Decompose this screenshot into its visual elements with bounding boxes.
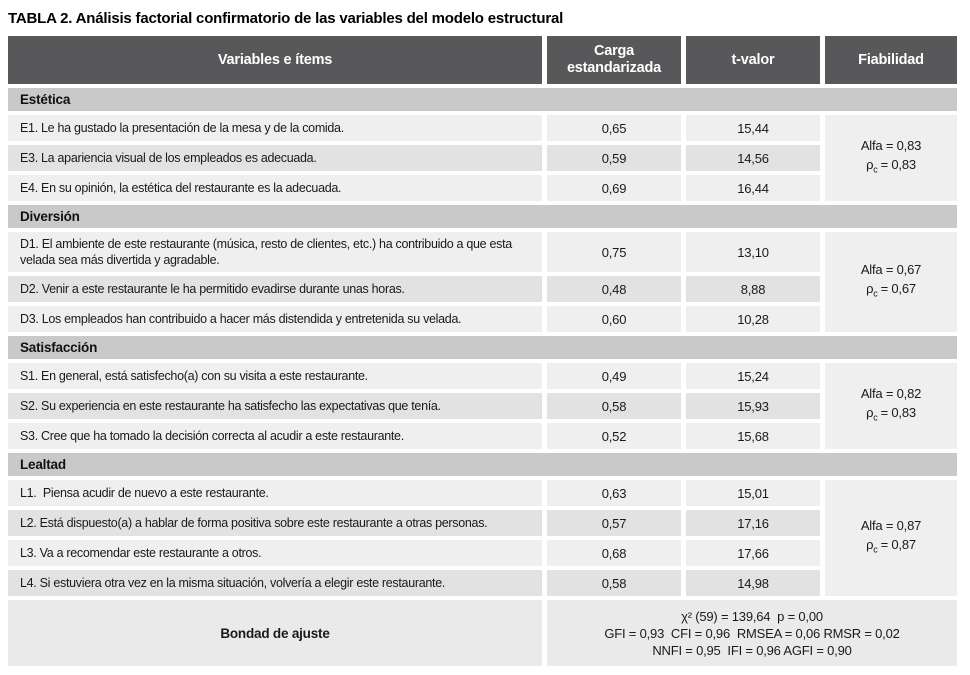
table-row — [8, 393, 957, 419]
fiabilidad-cell-diversion — [825, 232, 957, 332]
section-header-diversion: Diversión — [8, 205, 957, 228]
section-header-satisfaccion: Satisfacción — [8, 336, 957, 359]
header-row — [8, 36, 957, 84]
rho-value-estetica: $\rho_c = 0,83$ — [866, 157, 916, 175]
fiabilidad-cell-estetica — [825, 115, 957, 201]
table-row — [8, 510, 957, 536]
item-label-l4: L4. Si estuviera otra vez en la misma situación, volvería a elegir este restaurante. — [8, 570, 542, 596]
alfa-value-satisfaccion: Alfa = 0,82 — [860, 386, 922, 402]
alfa-value-diversion: Alfa = 0,67 — [860, 262, 922, 278]
item-label-d2: D2. Venir a este restaurante le ha permitido evadirse durante unas horas. — [8, 276, 542, 302]
cfa-table — [3, 32, 962, 670]
rho-value-satisfaccion: $\rho_c = 0,83$ — [866, 405, 916, 423]
tvalor-value-e3: 14,56 — [686, 145, 820, 171]
carga-value-d3: 0,60 — [547, 306, 681, 332]
section-row-satisfaccion — [8, 336, 957, 359]
fiabilidad-cell-satisfaccion — [825, 363, 957, 449]
section-row-lealtad — [8, 453, 957, 476]
section-row-diversion — [8, 205, 957, 228]
tvalor-value-s2: 15,93 — [686, 393, 820, 419]
tvalor-value-d1: 13,10 — [686, 232, 820, 272]
fit-stat-line-2: GFI = 0,93 CFI = 0,96 RMSEA = 0,06 RMSR = 0,02 — [604, 625, 900, 641]
rho-value-lealtad: $\rho_c = 0,87$ — [866, 537, 916, 555]
carga-value-l2: 0,57 — [547, 510, 681, 536]
table-row — [8, 570, 957, 596]
tvalor-value-l1: 15,01 — [686, 480, 820, 506]
tvalor-value-d2: 8,88 — [686, 276, 820, 302]
item-label-d1: D1. El ambiente de este restaurante (música, resto de clientes, etc.) ha contribuido a que esta velada sea más divertida y agradable. — [8, 232, 542, 272]
alfa-value-estetica: Alfa = 0,83 — [860, 138, 922, 154]
carga-value-d2: 0,48 — [547, 276, 681, 302]
carga-value-s3: 0,52 — [547, 423, 681, 449]
item-label-s3: S3. Cree que ha tomado la decisión correcta al acudir a este restaurante. — [8, 423, 542, 449]
section-row-estetica — [8, 88, 957, 111]
table-row — [8, 145, 957, 171]
carga-value-e1: 0,65 — [547, 115, 681, 141]
table-row — [8, 115, 957, 141]
carga-value-s2: 0,58 — [547, 393, 681, 419]
carga-value-s1: 0,49 — [547, 363, 681, 389]
goodness-of-fit-label: Bondad de ajuste — [8, 600, 542, 666]
table-row — [8, 175, 957, 201]
item-label-d3: D3. Los empleados han contribuido a hacer más distendida y entretenida su velada. — [8, 306, 542, 332]
table-row — [8, 276, 957, 302]
col-header-tvalor: t-valor — [686, 36, 820, 84]
tvalor-value-l2: 17,16 — [686, 510, 820, 536]
item-label-l2: L2. Está dispuesto(a) a hablar de forma positiva sobre este restaurante a otras personas. — [8, 510, 542, 536]
table-row — [8, 363, 957, 389]
carga-value-l1: 0,63 — [547, 480, 681, 506]
table-row — [8, 540, 957, 566]
table-title: TABLA 2. Análisis factorial confirmatorio de las variables del modelo estructural — [8, 10, 564, 27]
fit-stat-line-3: NNFI = 0,95 IFI = 0,96 AGFI = 0,90 — [652, 642, 852, 658]
tvalor-value-l3: 17,66 — [686, 540, 820, 566]
rho-value-diversion: $\rho_c = 0,67$ — [866, 281, 916, 299]
tvalor-value-s1: 15,24 — [686, 363, 820, 389]
carga-value-e3: 0,59 — [547, 145, 681, 171]
item-label-l1: L1. Piensa acudir de nuevo a este restaurante. — [8, 480, 542, 506]
item-label-s1: S1. En general, está satisfecho(a) con su visita a este restaurante. — [8, 363, 542, 389]
table-row — [8, 480, 957, 506]
goodness-of-fit-stats — [547, 600, 957, 666]
col-header-fiabilidad: Fiabilidad — [825, 36, 957, 84]
carga-value-e4: 0,69 — [547, 175, 681, 201]
tvalor-value-l4: 14,98 — [686, 570, 820, 596]
footer-row — [8, 600, 957, 666]
item-label-l3: L3. Va a recomendar este restaurante a otros. — [8, 540, 542, 566]
tvalor-value-e4: 16,44 — [686, 175, 820, 201]
section-header-estetica: Estética — [8, 88, 957, 111]
table-row — [8, 232, 957, 272]
table-row — [8, 423, 957, 449]
tvalor-value-s3: 15,68 — [686, 423, 820, 449]
item-label-e3: E3. La apariencia visual de los empleados es adecuada. — [8, 145, 542, 171]
col-header-variables: Variables e ítems — [8, 36, 542, 84]
tvalor-value-d3: 10,28 — [686, 306, 820, 332]
carga-value-d1: 0,75 — [547, 232, 681, 272]
carga-value-l4: 0,58 — [547, 570, 681, 596]
tvalor-value-e1: 15,44 — [686, 115, 820, 141]
col-header-carga: Carga estandarizada — [547, 36, 681, 84]
item-label-s2: S2. Su experiencia en este restaurante ha satisfecho las expectativas que tenía. — [8, 393, 542, 419]
item-label-e1: E1. Le ha gustado la presentación de la mesa y de la comida. — [8, 115, 542, 141]
alfa-value-lealtad: Alfa = 0,87 — [860, 518, 922, 534]
fit-stat-line-1: χ² (59) = 139,64 p = 0,00 — [681, 608, 823, 624]
table-row — [8, 306, 957, 332]
fiabilidad-cell-lealtad — [825, 480, 957, 596]
item-label-e4: E4. En su opinión, la estética del restaurante es la adecuada. — [8, 175, 542, 201]
section-header-lealtad: Lealtad — [8, 453, 957, 476]
carga-value-l3: 0,68 — [547, 540, 681, 566]
